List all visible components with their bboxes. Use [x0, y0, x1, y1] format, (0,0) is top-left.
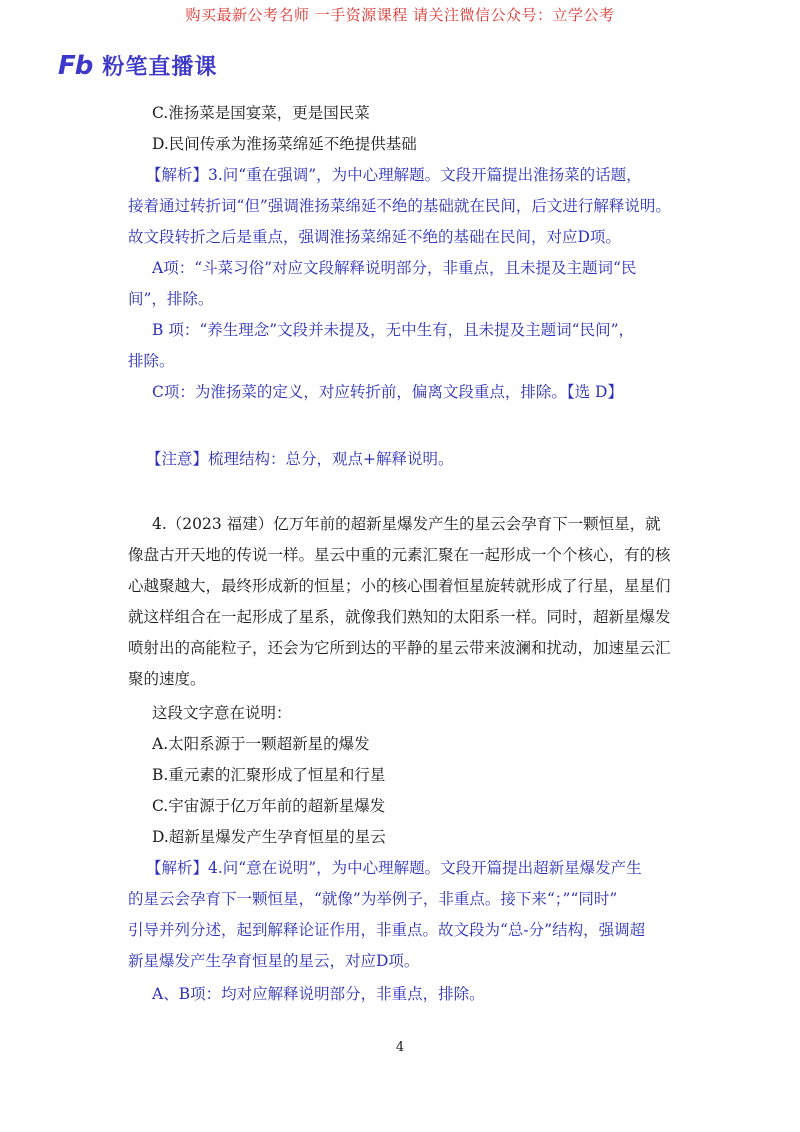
q4-stem-line4: 就这样组合在一起形成了星系，就像我们熟知的太阳系一样。同时，超新星爆发	[128, 608, 671, 626]
q4-stem-line6: 聚的速度。	[128, 670, 206, 688]
q4-question: 这段文字意在说明：	[152, 704, 292, 722]
brand-name: 粉笔直播课	[102, 55, 218, 80]
q3-option-d: D.民间传承为淮扬菜绵延不绝提供基础	[152, 135, 417, 153]
q3-option-c: C.淮扬菜是国宴菜，更是国民菜	[152, 104, 370, 122]
q3-option-b-analysis-line2: 排除。	[128, 352, 175, 370]
brand-header	[58, 50, 217, 81]
q3-analysis-line1: 【解析】3.问“重在强调”，为中心理解题。文段开篇提出淮扬菜的话题，	[146, 166, 642, 184]
q3-analysis-line2: 接着通过转折词“但”强调淮扬菜绵延不绝的基础就在民间，后文进行解释说明。	[128, 197, 671, 215]
top-banner: 购买最新公考名师 一手资源课程 请关注微信公众号：立学公考	[185, 6, 615, 24]
q4-analysis-line4: 新星爆发产生孕育恒星的星云，对应D项。	[128, 952, 420, 970]
q4-analysis-line3: 引导并列分述，起到解释论证作用，非重点。故文段为“总-分”结构，强调超	[128, 921, 646, 939]
q3-option-a-analysis-line2: 间”，排除。	[128, 290, 214, 308]
q4-option-d: D.超新星爆发产生孕育恒星的星云	[152, 828, 386, 846]
q4-stem-line2: 像盘古开天地的传说一样。星云中重的元素汇聚在一起形成一个个核心，有的核	[128, 546, 671, 564]
q3-option-c-analysis: C项：为淮扬菜的定义，对应转折前，偏离文段重点，排除。【选 D】	[152, 383, 623, 401]
q4-option-c: C.宇宙源于亿万年前的超新星爆发	[152, 797, 386, 815]
q4-stem-line1: 4.（2023 福建）亿万年前的超新星爆发产生的星云会孕育下一颗恒星，就	[152, 515, 661, 533]
q3-note: 【注意】梳理结构：总分，观点+解释说明。	[146, 450, 454, 468]
q4-stem-line3: 心越聚越大，最终形成新的恒星；小的核心围着恒星旋转就形成了行星，星星们	[128, 577, 671, 595]
q4-analysis-line2: 的星云会孕育下一颗恒星，“就像”为举例子，非重点。接下来“；”“同时”	[128, 890, 618, 908]
q4-stem-line5: 喷射出的高能粒子，还会为它所到达的平静的星云带来波澜和扰动，加速星云汇	[128, 639, 671, 657]
q4-option-ab-analysis: A、B项：均对应解释说明部分，非重点，排除。	[152, 985, 485, 1003]
q3-option-a-analysis-line1: A项：“斗菜习俗”对应文段解释说明部分，非重点，且未提及主题词“民	[152, 259, 637, 277]
q4-analysis-line1: 【解析】4.问“意在说明”，为中心理解题。文段开篇提出超新星爆发产生	[146, 859, 642, 877]
fenbi-logo-icon: Fb	[58, 50, 93, 81]
q4-option-b: B.重元素的汇聚形成了恒星和行星	[152, 766, 386, 784]
q3-option-b-analysis-line1: B 项：“养生理念”文段并未提及，无中生有，且未提及主题词“民间”，	[152, 321, 635, 339]
q3-analysis-line3: 故文段转折之后是重点，强调淮扬菜绵延不绝的基础在民间，对应D项。	[128, 228, 621, 246]
q4-option-a: A.太阳系源于一颗超新星的爆发	[152, 735, 370, 753]
page-number: 4	[395, 1040, 405, 1055]
